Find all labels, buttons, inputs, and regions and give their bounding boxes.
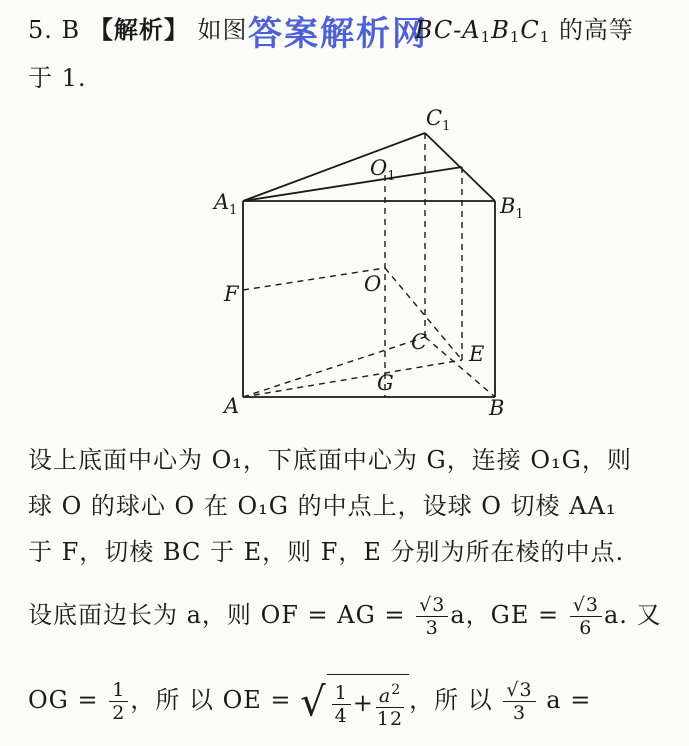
paragraph-line-4: 设底面边长为 a，则 OF = AG = $\frac{√3}{3}$ a，GE = $\frac{√3}{6}$ a. 又 [28,594,662,639]
answer-letter: B [61,16,81,44]
label-b1: $B_1$ [500,194,524,222]
solution-header-line [28,14,634,53]
prism-name: $BC-A_1B_1C_1$ [414,16,551,46]
edge-a1-c1 [243,133,425,201]
paragraph-line-1: 设上底面中心为 O₁，下底面中心为 G，连接 O₁G，则 [28,446,632,474]
height-text: 的高等 [558,16,634,44]
segment-a-e [243,360,462,397]
height-value-line: 于 1. [28,64,87,92]
label-b: B [489,396,505,420]
edge-a-c-hidden [243,337,425,397]
lead-text: 如图 [197,16,248,44]
label-e: E [469,342,485,366]
fraction-sqrt3-over-3-b: $\frac{√3}{3}$ [503,679,535,724]
prism-figure [210,105,524,425]
edge-a1-mid [243,167,462,201]
problem-number: 5. [28,16,53,44]
fraction-sqrt3-over-3: $\frac{√3}{3}$ [416,594,448,639]
label-o: O [364,272,382,296]
sqrt-expression: √ $\frac{1}{4}$ + $\frac{a^2}{12}$ [300,673,409,731]
analysis-tag: 【解析】 [88,15,189,44]
paragraph-line-3: 于 F，切棱 BC 于 E，则 F，E 分别为所在棱的中点. [28,538,625,566]
watermark-text: 答案解析网 [248,14,428,54]
fraction-sqrt3-over-6: $\frac{√3}{6}$ [570,594,602,639]
fraction-one-half: $\frac{1}{2}$ [109,679,128,724]
label-c1: $C_1$ [426,106,451,134]
label-o1: $O_1$ [370,156,396,184]
edge-c-b-hidden [425,337,495,397]
label-a1: $A_1$ [214,190,238,218]
label-c: C [411,330,428,354]
label-f: F [224,282,239,306]
label-g: G [377,371,394,395]
label-a: A [224,394,240,418]
paragraph-line-2: 球 O 的球心 O 在 O₁G 的中点上，设球 O 切棱 AA₁ [28,492,617,520]
paragraph-line-5: OG = $\frac{1}{2}$ ，所 以 OE = √ $\frac{1}{4}$ + $\frac{a^2}{12}$ ，所 以 $\frac{√3}{3}$ a = [28,672,591,731]
